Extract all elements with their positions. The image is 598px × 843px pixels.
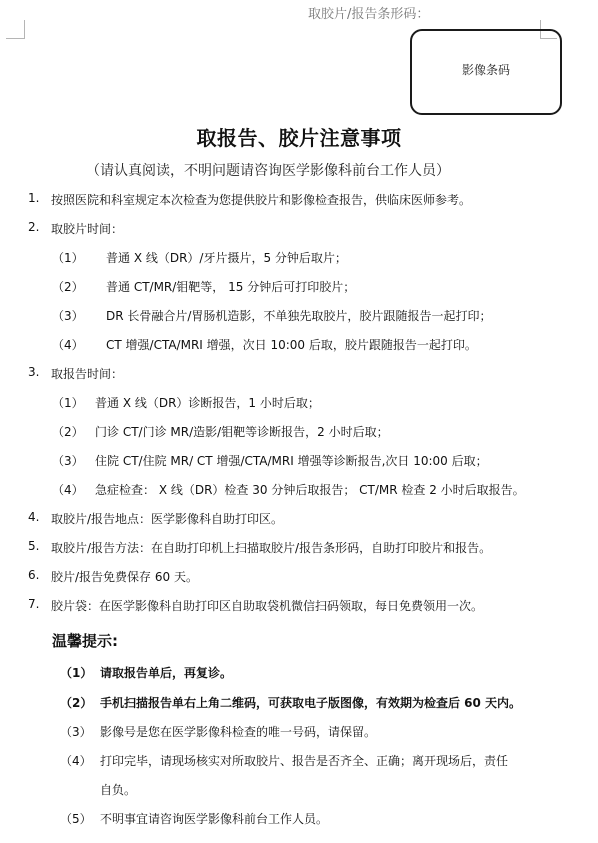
tip-item-4-continuation: 自负。	[100, 783, 137, 797]
list-subitem-number: （2）	[52, 425, 84, 439]
list-item-text: 取胶片/报告方法：在自助打印机上扫描取胶片/报告条形码，自助打印胶片和报告。	[51, 541, 492, 555]
tip-item-number: （1）	[60, 666, 93, 680]
barcode-caption: 取胶片/报告条形码：	[308, 7, 430, 22]
tip-item-number: （5）	[60, 812, 92, 826]
list-item-text: 取胶片时间：	[51, 222, 124, 236]
page-corner-mark-left	[6, 20, 25, 39]
list-item-number: 5.	[28, 539, 40, 553]
tip-item-number: （3）	[60, 725, 92, 739]
list-subitem-number: （1）	[52, 251, 84, 265]
list-item-text: 取报告时间：	[51, 367, 124, 381]
tip-item-text: 不明事宜请咨询医学影像科前台工作人员。	[100, 812, 329, 826]
list-subitem-text: 急症检查： X 线（DR）检查 30 分钟后取报告； CT/MR 检查 2 小时后取报告。	[95, 483, 525, 497]
list-subitem-number: （3）	[52, 454, 84, 468]
list-item-text: 取胶片/报告地点：医学影像科自助打印区。	[51, 512, 284, 526]
list-subitem-number: （4）	[52, 483, 84, 497]
list-subitem-number: （4）	[52, 338, 84, 352]
tip-item-number: （4）	[60, 754, 92, 768]
list-subitem-number: （1）	[52, 396, 84, 410]
tips-heading: 温馨提示:	[52, 632, 118, 650]
tip-item-text: 手机扫描报告单右上角二维码，可获取电子版图像，有效期为检查后 60 天内。	[100, 696, 522, 710]
list-subitem-number: （2）	[52, 280, 84, 294]
list-subitem-text: 门诊 CT/门诊 MR/造影/钼靶等诊断报告，2 小时后取；	[95, 425, 389, 439]
list-subitem-text: 普通 X 线（DR）诊断报告，1 小时后取；	[95, 396, 320, 410]
list-subitem-text: 普通 CT/MR/钼靶等， 15 分钟后可打印胶片；	[106, 280, 356, 294]
tip-item-text: 请取报告单后，再复诊。	[100, 666, 233, 680]
list-item-text: 胶片/报告免费保存 60 天。	[51, 570, 198, 584]
list-item-number: 3.	[28, 365, 40, 379]
tip-item-text: 影像号是您在医学影像科检查的唯一号码，请保留。	[100, 725, 377, 739]
document-title: 取报告、胶片注意事项	[196, 126, 402, 150]
list-subitem-text: CT 增强/CTA/MRI 增强，次日 10:00 后取，胶片跟随报告一起打印。	[106, 338, 477, 352]
list-item-number: 6.	[28, 568, 40, 582]
list-item-number: 2.	[28, 220, 40, 234]
barcode-box	[410, 29, 562, 115]
list-item-number: 1.	[28, 191, 40, 205]
list-item-text: 按照医院和科室规定本次检查为您提供胶片和影像检查报告，供临床医师参考。	[51, 193, 472, 207]
document-subtitle: （请认真阅读，不明问题请咨询医学影像科前台工作人员）	[86, 163, 450, 179]
list-subitem-text: DR 长骨融合片/胃肠机造影，不单独先取胶片，胶片跟随报告一起打印；	[106, 309, 492, 323]
list-item-text: 胶片袋：在医学影像科自助打印区自助取袋机微信扫码领取，每日免费领用一次。	[51, 599, 484, 613]
list-subitem-number: （3）	[52, 309, 84, 323]
list-item-number: 4.	[28, 510, 40, 524]
list-subitem-text: 普通 X 线（DR）/牙片摄片，5 分钟后取片；	[106, 251, 347, 265]
tip-item-number: （2）	[60, 696, 93, 710]
barcode-box-label: 影像条码	[461, 62, 510, 77]
tip-item-text: 打印完毕，请现场核实对所取胶片、报告是否齐全、正确；离开现场后，责任	[100, 754, 509, 768]
list-item-number: 7.	[28, 597, 40, 611]
list-subitem-text: 住院 CT/住院 MR/ CT 增强/CTA/MRI 增强等诊断报告,次日 10:00 后取；	[95, 454, 488, 468]
